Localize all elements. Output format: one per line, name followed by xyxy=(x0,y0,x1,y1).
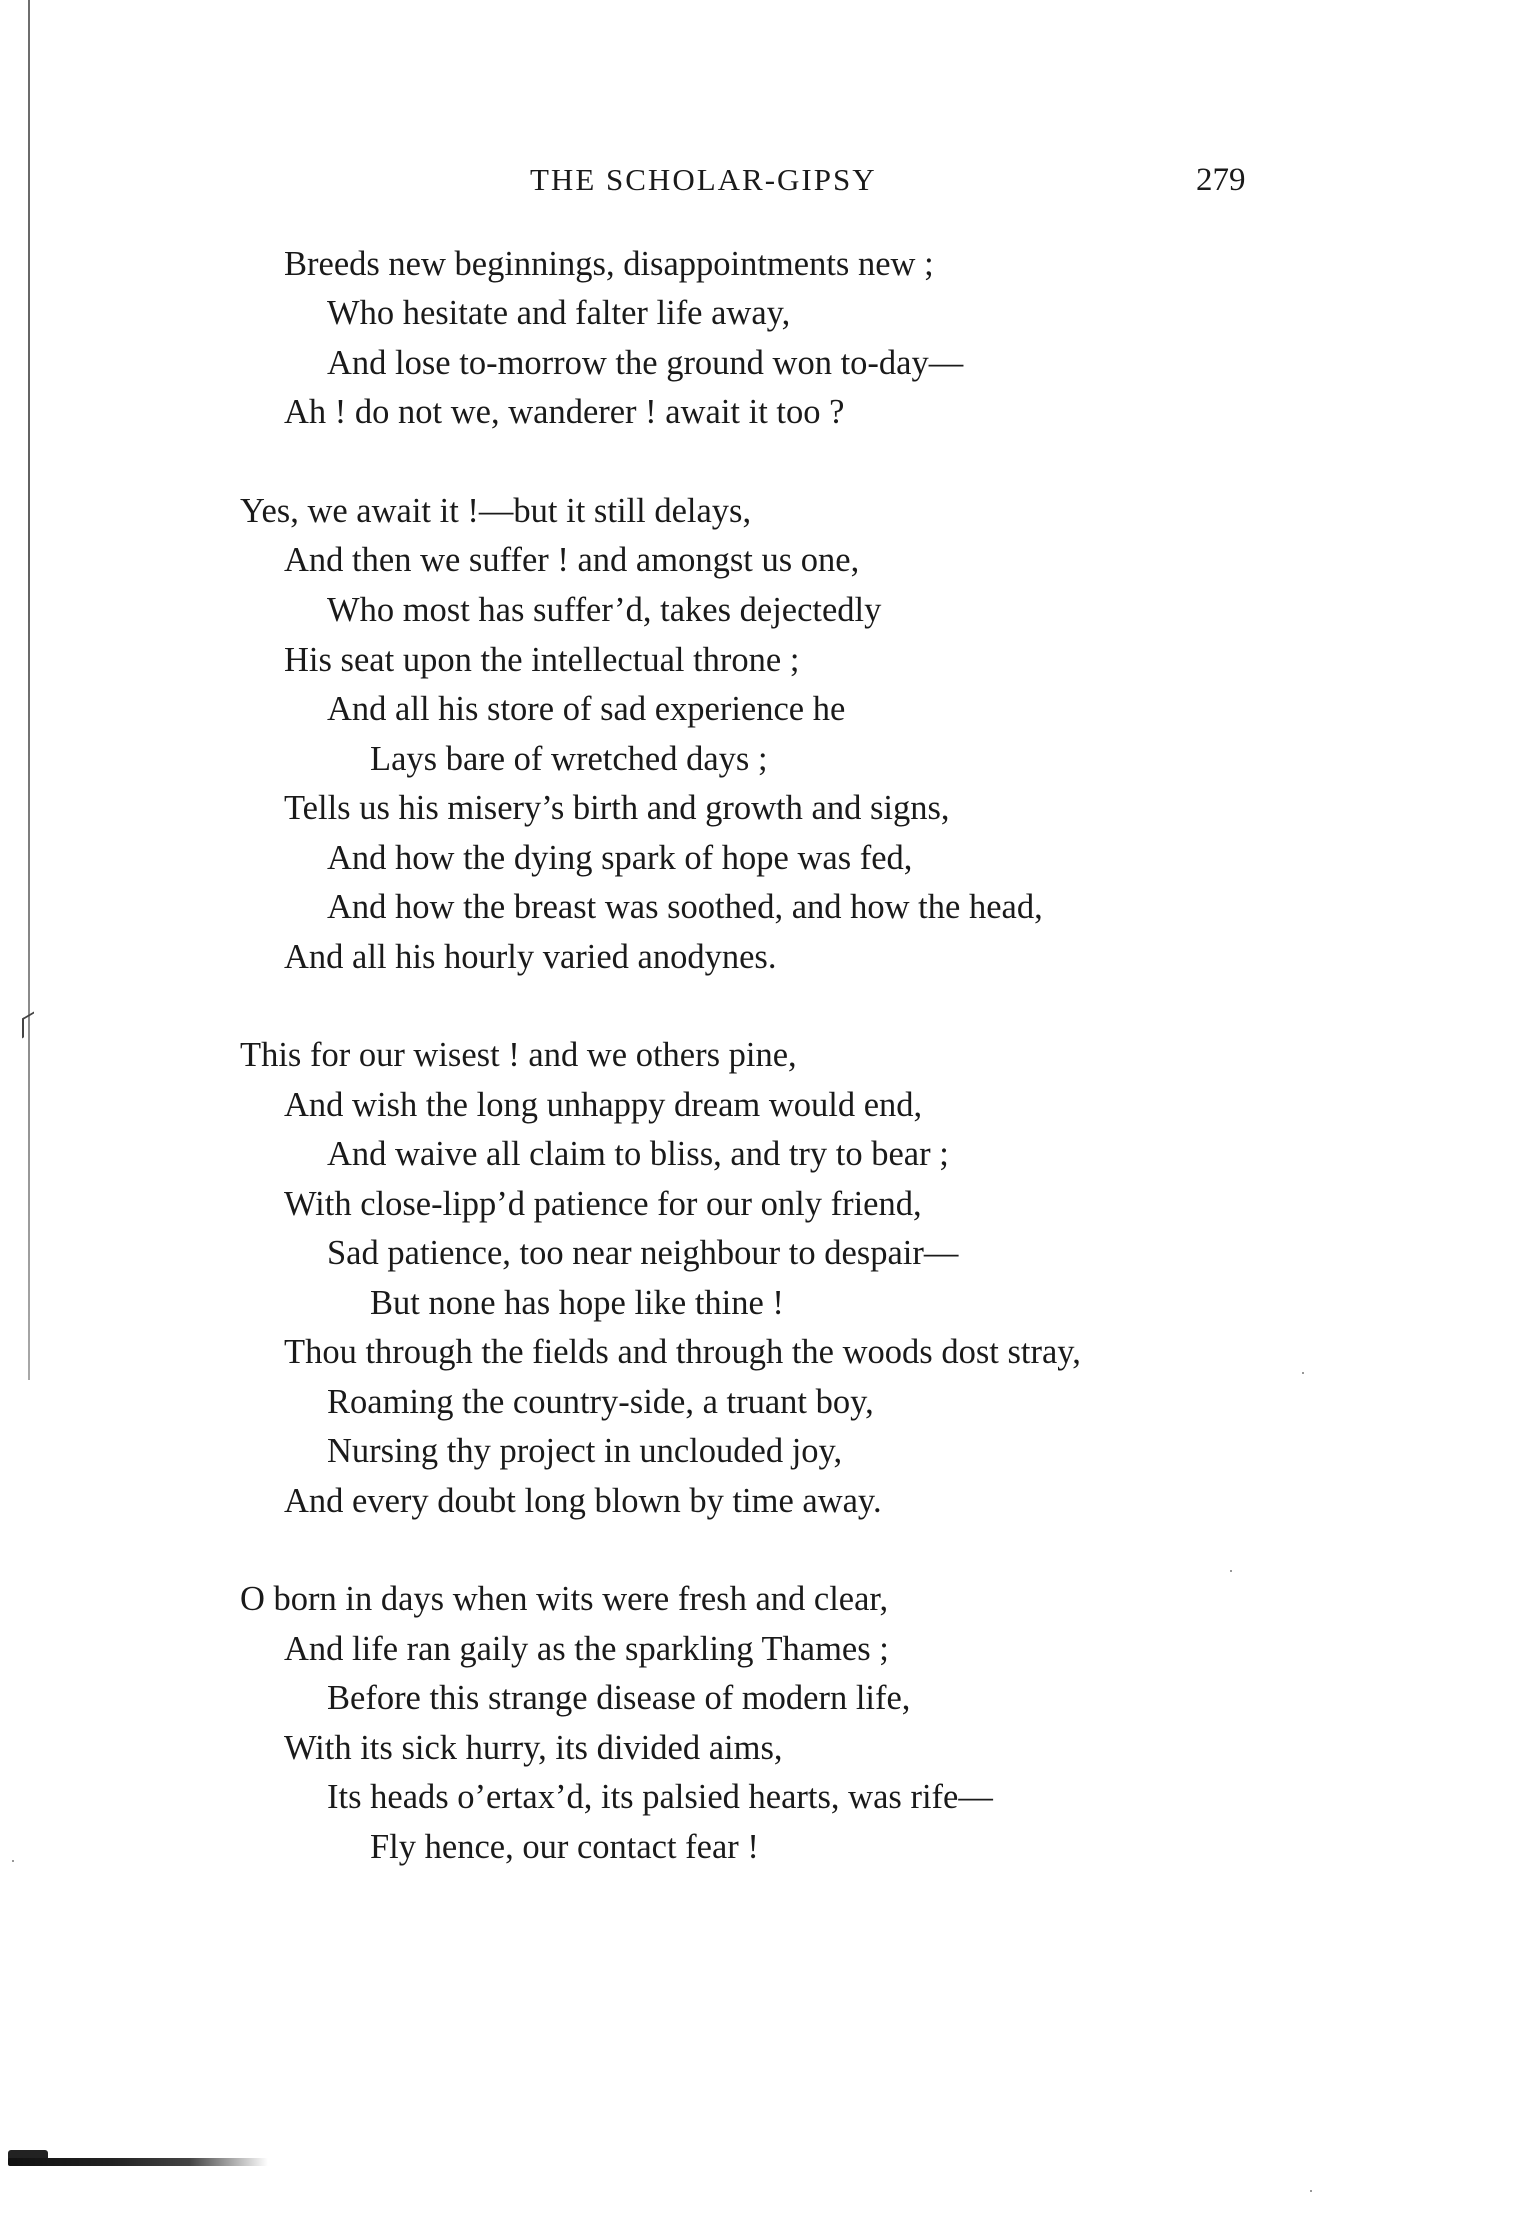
poem-line: Fly hence, our contact fear ! xyxy=(370,1828,759,1866)
poem-line: And waive all claim to bliss, and try to bear ; xyxy=(327,1135,949,1173)
poem-line: With its sick hurry, its divided aims, xyxy=(284,1729,783,1767)
poem-line: Who hesitate and falter life away, xyxy=(327,294,791,332)
poem-line: Nursing thy project in unclouded joy, xyxy=(327,1432,843,1470)
poem-line: And all his store of sad experience he xyxy=(327,690,846,728)
poem-line: And all his hourly varied anodynes. xyxy=(284,938,777,976)
running-title: THE SCHOLAR-GIPSY xyxy=(530,162,877,197)
binding-notch-mark xyxy=(22,1012,34,1039)
poem-line: This for our wisest ! and we others pine, xyxy=(240,1036,797,1074)
poem-line: Breeds new beginnings, disappointments new ; xyxy=(284,245,934,283)
poem-line: And wish the long unhappy dream would end, xyxy=(284,1086,923,1124)
binding-edge xyxy=(28,0,30,1380)
poem-line: Lays bare of wretched days ; xyxy=(370,740,768,778)
poem-line: And how the breast was soothed, and how the head, xyxy=(327,888,1043,926)
poem-line: Tells us his misery’s birth and growth and signs, xyxy=(284,789,950,827)
scan-smudge-bar xyxy=(8,2158,268,2166)
poem-line: Before this strange disease of modern life, xyxy=(327,1679,911,1717)
poem-line: O born in days when wits were fresh and clear, xyxy=(240,1580,889,1618)
poem-line: But none has hope like thine ! xyxy=(370,1284,784,1322)
speck xyxy=(1302,1372,1304,1374)
speck xyxy=(12,1860,14,1862)
poem-line: Yes, we await it !—but it still delays, xyxy=(240,492,752,530)
poem-line: And then we suffer ! and amongst us one, xyxy=(284,541,860,579)
poem-line: And every doubt long blown by time away. xyxy=(284,1482,882,1520)
poem-line: Who most has suffer’d, takes dejectedly xyxy=(327,591,882,629)
poem-line: His seat upon the intellectual throne ; xyxy=(284,641,800,679)
poem-line: Thou through the fields and through the woods dost stray, xyxy=(284,1333,1081,1371)
speck xyxy=(1310,2190,1312,2192)
speck xyxy=(1230,1570,1232,1572)
poem-line: And lose to-morrow the ground won to-day— xyxy=(327,344,964,382)
page-number: 279 xyxy=(1196,162,1246,198)
poem-line: Roaming the country-side, a truant boy, xyxy=(327,1383,874,1421)
poem-line: And life ran gaily as the sparkling Thames ; xyxy=(284,1630,889,1668)
poem-line: Sad patience, too near neighbour to despair— xyxy=(327,1234,959,1272)
poem-line: Its heads o’ertax’d, its palsied hearts, was rife— xyxy=(327,1778,993,1816)
poem-line: Ah ! do not we, wanderer ! await it too ? xyxy=(284,393,845,431)
poem-line: And how the dying spark of hope was fed, xyxy=(327,839,913,877)
poem-line: With close-lipp’d patience for our only friend, xyxy=(284,1185,922,1223)
